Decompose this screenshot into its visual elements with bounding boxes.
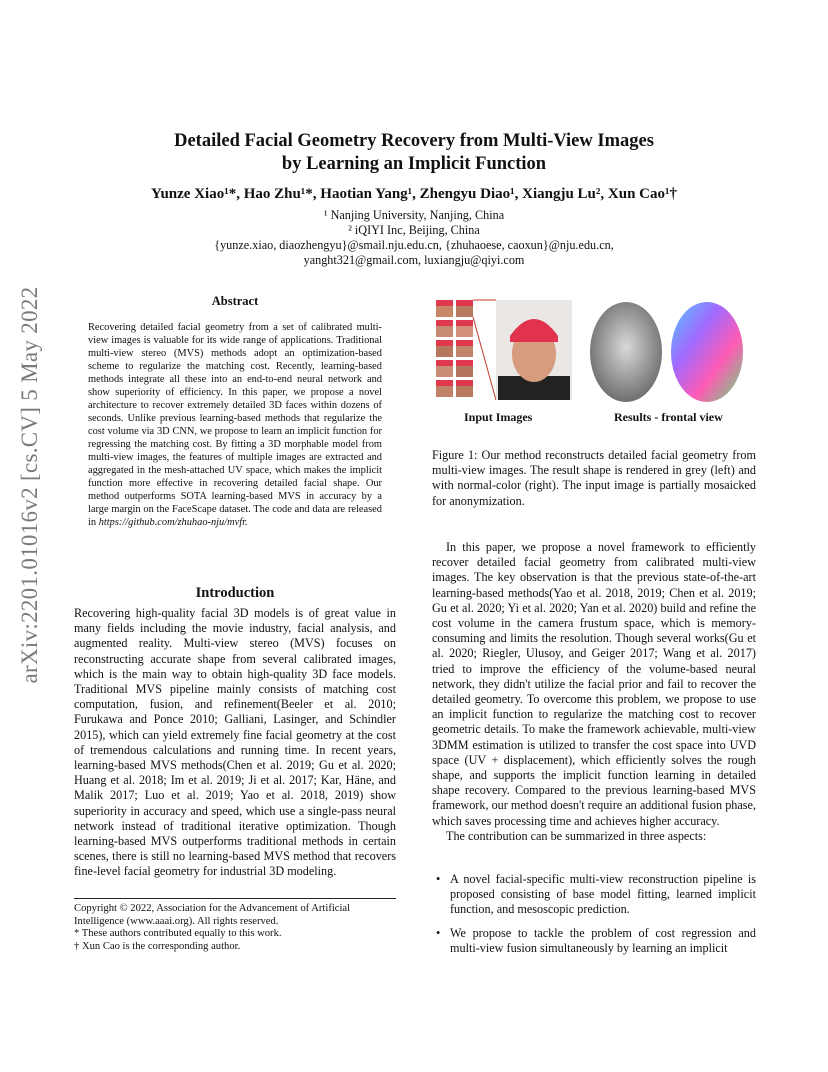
abstract-body — [88, 321, 382, 529]
contribution-list — [432, 872, 756, 964]
corresponding-author-note: † Xun Cao is the corresponding author. — [74, 940, 241, 952]
introduction-heading: Introduction — [195, 585, 275, 601]
code-url[interactable]: https://github.com/zhuhao-nju/mvfr. — [98, 517, 248, 528]
emails-line-1: {yunze.xiao, diaozhengyu}@smail.nju.edu.cn, {zhuhaoese, caoxun}@nju.edu.cn, — [214, 238, 614, 252]
right-column-text — [432, 540, 756, 844]
contribution-item-1: • A novel facial-specific multi-view reconstruction pipeline is proposed consisting of base model fitting, learned implicit function, and mesoscopic prediction. — [432, 872, 756, 918]
grey-shaded-face — [590, 302, 662, 402]
footnotes — [74, 898, 396, 953]
equal-contribution-note: * These authors contributed equally to this work. — [74, 928, 282, 940]
abstract-heading: Abstract — [211, 294, 259, 308]
label-results: Results - frontal view — [614, 410, 723, 424]
figure-1 — [432, 296, 758, 406]
label-input-images: Input Images — [464, 410, 533, 424]
copyright-note: Copyright © 2022, Association for the Advancement of Artificial Intelligence (www.aaai.org). All rights reserved. — [74, 903, 351, 927]
paper-title — [100, 130, 728, 176]
arxiv-sidebar-stamp — [10, 286, 50, 684]
figure-1-graphic — [432, 296, 758, 406]
normal-color-face — [671, 302, 743, 402]
paragraph-1: In this paper, we propose a novel framework to efficiently recover detailed facial geometry from calibrated multi-view images. The key observation is that the previous state-of-the-art learning-based methods(Yao et al. 2018, 2019; Chen et al. 2019; Gu et al. 2020; Yi et al. 2020; Yan et al. 2020) build and refine the cost volume in the camera frustum space, which is memory-consuming and limits the resolution. Though several works(Gu et al. 2020; Riegler, Ulusoy, and Geiger 2017; Wang et al. 2017) tried to improve the efficiency of the volume-based neural network, they didn't utilize the facial prior and fail to recover the detailed geometry. To overcome this problem, we propose to use an implicit function to regularize the matching cost to recover geometric details. To make the framework achievable, multi-view 3DMM estimation is utilized to transfer the cost space into UVD space (UV + displacement), which efficiently solves the rough shape, and supports the implicit function learning in detailed shape recovery. Compared to the previous learning-based MVS framework, our method doesn't require an additional fusion phase, which saves processing time and achieves higher accuracy. — [432, 540, 756, 828]
input-main-photo — [496, 300, 572, 400]
affiliation-1: ¹ Nanjing University, Nanjing, China — [323, 208, 505, 222]
title-line-2: by Learning an Implicit Function — [281, 154, 547, 174]
arxiv-identifier: arXiv:2201.01016v2 [cs.CV] 5 May 2022 — [17, 286, 42, 684]
title-line-1: Detailed Facial Geometry Recovery from Multi-View Images — [174, 131, 654, 151]
author-list: Yunze Xiao¹*, Hao Zhu¹*, Haotian Yang¹, Zhengyu Diao¹, Xiangju Lu², Xun Cao¹† — [151, 186, 677, 202]
affiliations — [120, 208, 708, 268]
introduction-body — [74, 606, 396, 880]
figure-1-caption: Figure 1: Our method reconstructs detailed facial geometry from multi-view images. The result shape is rendered in grey (left) and with normal-color (right). The input image is partially mosaicked for anonymization. — [432, 448, 756, 508]
abstract-text: Recovering detailed facial geometry from a set of calibrated multi-view images is valuable for its wide range of applications. Traditional multi-view stereo (MVS) methods adopt an optimization-based scheme to regularize the matching cost. Recently, learning-based methods integrate all these into an end-to-end neural network and show superiority of efficiency. In this paper, we propose a novel architecture to recover extremely detailed 3D faces within dozens of seconds. Unlike previous learning-based methods that regularize the cost volume via 3D CNN, we propose to learn an implicit function for regressing the matching cost. By fitting a 3D morphable model from multi-view images, the features of multiple images are extracted and aggregated in the mesh-attached UV space, which makes the implicit function more effective in recovering detailed facial shape. Our method outperforms SOTA learning-based MVS in accuracy by a large margin on the FaceScape dataset. The code and data are released in — [88, 322, 382, 528]
emails-line-2: yanght321@gmail.com, luxiangju@qiyi.com — [303, 253, 525, 267]
input-thumbnails — [436, 300, 473, 397]
contribution-item-2: • We propose to tackle the problem of cost regression and multi-view fusion simultaneously by learning an implicit — [432, 926, 756, 956]
introduction-text: Recovering high-quality facial 3D models is of great value in many fields including the movie industry, facial analysis, and augmented reality. Multi-view stereo (MVS) focuses on reconstructing accurate shape from several calibrated images, which is the main way to obtain high-quality 3D face models. Traditional MVS pipeline mainly consists of matching cost computation, fusion, and refinement(Beeler et al. 2010; Furukawa and Ponce 2010; Galliani, Lasinger, and Schindler 2015), which can yield extremely fine facial geometry at the cost of tremendous calculations and running time. In recent years, learning-based MVS methods(Chen et al. 2019; Gu et al. 2020; Huang et al. 2018; Im et al. 2019; Ji et al. 2017; Kar, Häne, and Malik 2017; Luo et al. 2019; Yao et al. 2018, 2019) show superiority in accuracy and speed, which use a single-pass neural network instead of traditional iterative optimization. Though learning-based MVS outperforms traditional methods in certain scenes, there is still no learning-based MVS method that recovers fine-level facial geometry for industrial 3D modeling. — [74, 606, 396, 879]
affiliation-2: ² iQIYI Inc, Beijing, China — [348, 223, 480, 237]
paragraph-2: The contribution can be summarized in three aspects: — [446, 828, 707, 843]
